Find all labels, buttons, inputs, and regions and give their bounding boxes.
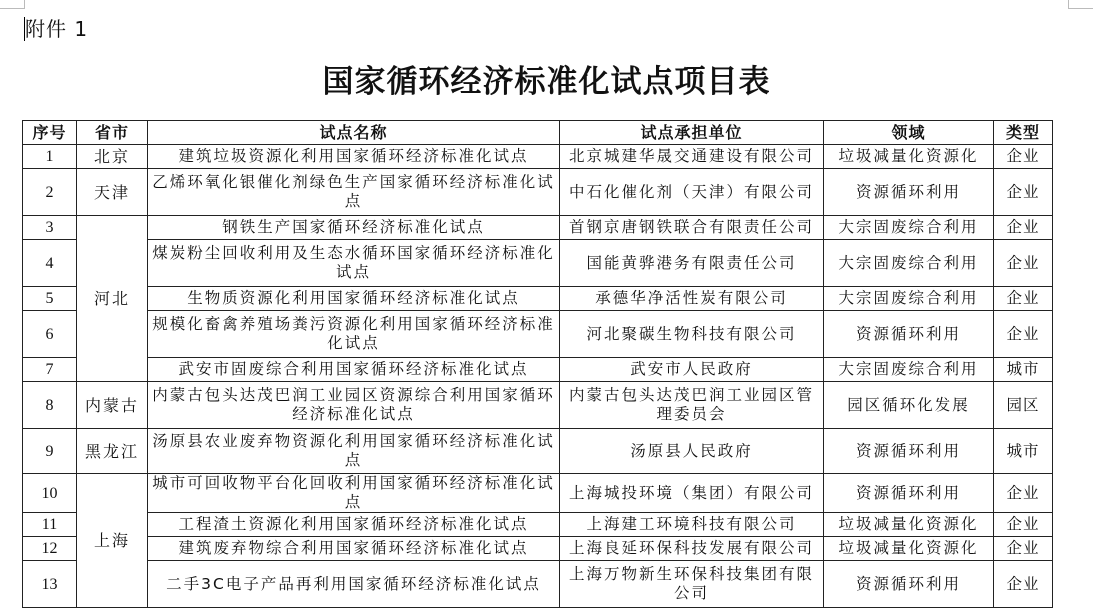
row-unit: 承德华净活性炭有限公司 <box>560 287 824 311</box>
row-seq: 5 <box>23 287 77 311</box>
row-province: 北京 <box>77 145 148 169</box>
header-name: 试点名称 <box>148 121 560 145</box>
row-unit: 国能黄骅港务有限责任公司 <box>560 240 824 287</box>
row-name: 建筑废弃物综合利用国家循环经济标准化试点 <box>148 537 560 561</box>
row-seq: 10 <box>23 474 77 513</box>
row-unit: 内蒙古包头达茂巴润工业园区管理委员会 <box>560 382 824 429</box>
row-unit: 上海万物新生环保科技集团有限公司 <box>560 561 824 608</box>
row-field: 园区循环化发展 <box>824 382 994 429</box>
row-name: 生物质资源化利用国家循环经济标准化试点 <box>148 287 560 311</box>
row-seq: 12 <box>23 537 77 561</box>
row-unit: 汤原县人民政府 <box>560 429 824 474</box>
row-province: 黑龙江 <box>77 429 148 474</box>
row-unit: 中石化催化剂（天津）有限公司 <box>560 169 824 216</box>
table-row <box>23 240 1053 287</box>
row-unit: 首钢京唐钢铁联合有限责任公司 <box>560 216 824 240</box>
row-seq: 13 <box>23 561 77 608</box>
table-row <box>23 311 1053 358</box>
table-row <box>23 358 1053 382</box>
header-type: 类型 <box>994 121 1053 145</box>
row-name: 规模化畜禽养殖场粪污资源化利用国家循环经济标准化试点 <box>148 311 560 358</box>
row-province: 上海 <box>77 474 148 608</box>
row-name: 煤炭粉尘回收利用及生态水循环国家循环经济标准化试点 <box>148 240 560 287</box>
row-name: 工程渣土资源化利用国家循环经济标准化试点 <box>148 513 560 537</box>
page-corner-mark-right <box>1068 0 1093 9</box>
row-seq: 2 <box>23 169 77 216</box>
row-province: 天津 <box>77 169 148 216</box>
row-name: 城市可回收物平台化回收利用国家循环经济标准化试点 <box>148 474 560 513</box>
header-seq: 序号 <box>23 121 77 145</box>
row-field: 垃圾减量化资源化 <box>824 145 994 169</box>
row-type: 企业 <box>994 287 1053 311</box>
table-header-row <box>23 121 1053 145</box>
table-row <box>23 561 1053 608</box>
row-type: 企业 <box>994 513 1053 537</box>
row-province: 河北 <box>77 216 148 382</box>
row-name: 内蒙古包头达茂巴润工业园区资源综合利用国家循环经济标准化试点 <box>148 382 560 429</box>
row-field: 资源循环利用 <box>824 169 994 216</box>
row-seq: 3 <box>23 216 77 240</box>
row-province: 内蒙古 <box>77 382 148 429</box>
attachment-label: 附件 1 <box>25 17 89 41</box>
row-type: 城市 <box>994 358 1053 382</box>
row-seq: 7 <box>23 358 77 382</box>
header-province: 省市 <box>77 121 148 145</box>
row-type: 企业 <box>994 216 1053 240</box>
table-row <box>23 513 1053 537</box>
row-type: 园区 <box>994 382 1053 429</box>
row-field: 大宗固废综合利用 <box>824 287 994 311</box>
row-type: 企业 <box>994 145 1053 169</box>
table-row <box>23 474 1053 513</box>
row-field: 大宗固废综合利用 <box>824 240 994 287</box>
row-name: 汤原县农业废弃物资源化利用国家循环经济标准化试点 <box>148 429 560 474</box>
row-unit: 北京城建华晟交通建设有限公司 <box>560 145 824 169</box>
page-corner-mark-left <box>0 0 25 9</box>
row-name: 武安市固废综合利用国家循环经济标准化试点 <box>148 358 560 382</box>
row-type: 企业 <box>994 561 1053 608</box>
row-unit: 河北聚碳生物科技有限公司 <box>560 311 824 358</box>
row-field: 资源循环利用 <box>824 429 994 474</box>
row-name: 建筑垃圾资源化利用国家循环经济标准化试点 <box>148 145 560 169</box>
row-seq: 1 <box>23 145 77 169</box>
table-row <box>23 145 1053 169</box>
row-type: 企业 <box>994 311 1053 358</box>
row-seq: 11 <box>23 513 77 537</box>
row-type: 城市 <box>994 429 1053 474</box>
row-seq: 9 <box>23 429 77 474</box>
row-seq: 8 <box>23 382 77 429</box>
header-unit: 试点承担单位 <box>560 121 824 145</box>
row-field: 垃圾减量化资源化 <box>824 537 994 561</box>
row-seq: 6 <box>23 311 77 358</box>
row-name: 钢铁生产国家循环经济标准化试点 <box>148 216 560 240</box>
row-type: 企业 <box>994 537 1053 561</box>
row-field: 资源循环利用 <box>824 474 994 513</box>
row-name: 乙烯环氧化银催化剂绿色生产国家循环经济标准化试点 <box>148 169 560 216</box>
row-field: 大宗固废综合利用 <box>824 216 994 240</box>
row-unit: 上海建工环境科技有限公司 <box>560 513 824 537</box>
pilot-projects-table <box>22 120 1053 608</box>
row-field: 资源循环利用 <box>824 561 994 608</box>
row-field: 大宗固废综合利用 <box>824 358 994 382</box>
row-seq: 4 <box>23 240 77 287</box>
row-unit: 上海城投环境（集团）有限公司 <box>560 474 824 513</box>
table-row <box>23 429 1053 474</box>
table-row <box>23 537 1053 561</box>
table-row <box>23 382 1053 429</box>
row-unit: 武安市人民政府 <box>560 358 824 382</box>
row-name: 二手3C电子产品再利用国家循环经济标准化试点 <box>148 561 560 608</box>
table-row <box>23 169 1053 216</box>
row-field: 垃圾减量化资源化 <box>824 513 994 537</box>
row-type: 企业 <box>994 169 1053 216</box>
document-title: 国家循环经济标准化试点项目表 <box>322 64 771 100</box>
row-unit: 上海良延环保科技发展有限公司 <box>560 537 824 561</box>
table-row <box>23 216 1053 240</box>
row-type: 企业 <box>994 240 1053 287</box>
row-field: 资源循环利用 <box>824 311 994 358</box>
row-type: 企业 <box>994 474 1053 513</box>
header-field: 领域 <box>824 121 994 145</box>
table-row <box>23 287 1053 311</box>
